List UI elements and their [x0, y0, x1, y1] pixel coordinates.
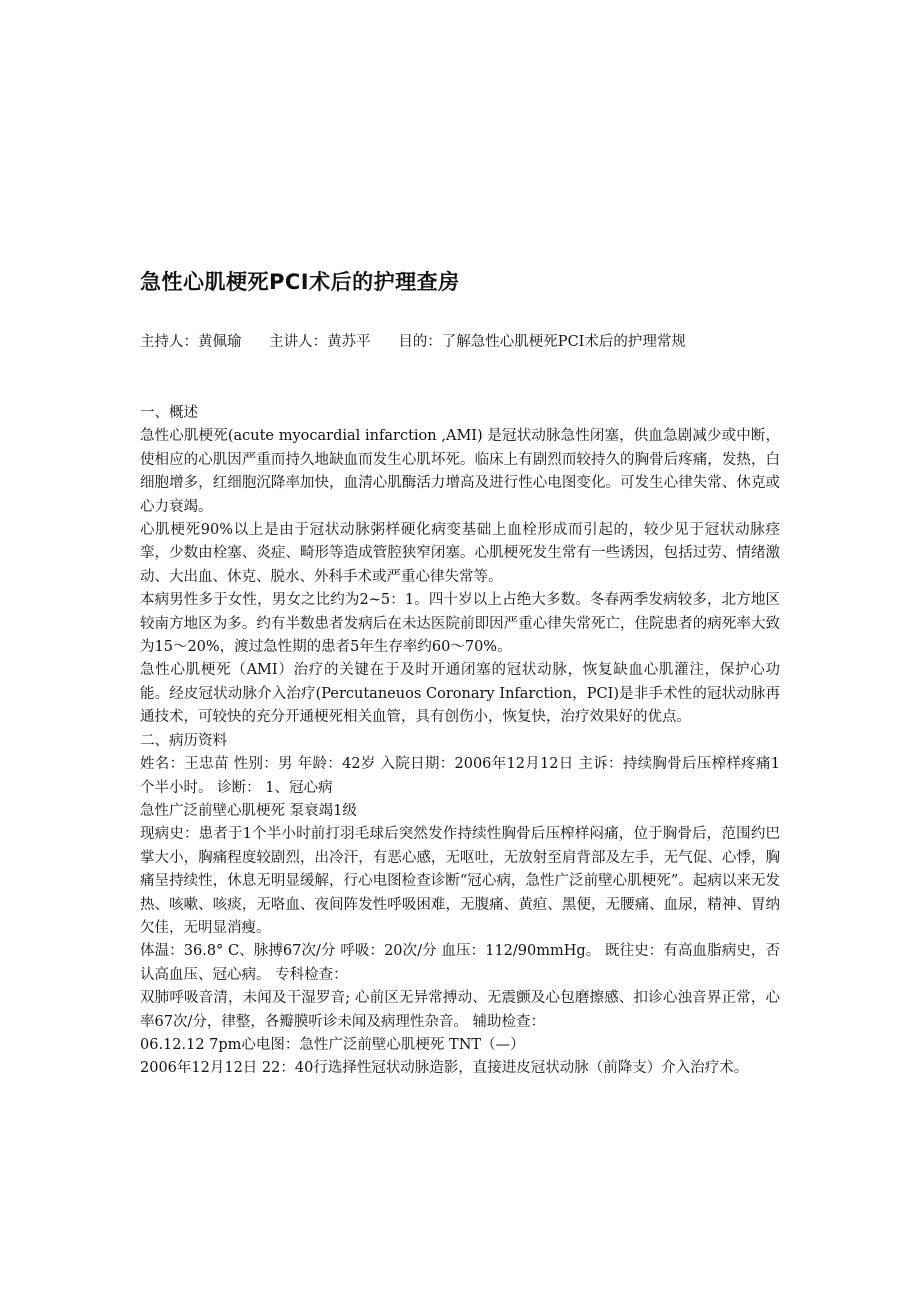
- paragraph-vitals: 体温：36.8° C、脉搏67次/分 呼吸：20次/分 血压：112/90mmHg。 既往史：有高血脂病史，否认高血压、冠心病。 专科检查：: [140, 943, 780, 983]
- section-heading-overview: 一、概述: [140, 405, 198, 421]
- paragraph-etiology: 心肌梗死90%以上是由于冠状动脉粥样硬化病变基础上血栓形成而引起的，较少见于冠状动脉痉挛，少数由栓塞、炎症、畸形等造成管腔狭窄闭塞。心肌梗死发生常有一些诱因，包括过劳、情绪激动、大出血、休克、脱水、外科手术或严重心律失常等。: [140, 522, 780, 585]
- paragraph-epidemiology: 本病男性多于女性，男女之比约为2~5：1。四十岁以上占绝大多数。冬春两季发病较多，北方地区较南方地区为多。约有半数患者发病后在未达医院前即因严重心律失常死亡，住院患者的病死率大致为15～20%，渡过急性期的患者5年生存率约60～70%。: [140, 592, 780, 656]
- section-heading-case: 二、病历资料: [140, 732, 227, 749]
- paragraph-diagnosis: 急性广泛前壁心肌梗死 泵衰竭1级: [140, 802, 357, 819]
- host-info-line: [140, 330, 686, 351]
- document-title: 急性心肌梗死PCI术后的护理查房: [140, 270, 460, 294]
- paragraph-exam: 双肺呼吸音清，未闻及干湿罗音; 心前区无异常搏动、无震颤及心包磨擦感、扣诊心浊音界正常，心率67次/分，律整，各瓣膜听诊未闻及病理性杂音。 辅助检查：: [140, 990, 780, 1030]
- paragraph-patient-info: 姓名：王忠苗 性别：男 年龄：42岁 入院日期：2006年12月12日 主诉：持续胸骨后压榨样疼痛1个半小时。 诊断： 1、冠心病: [140, 756, 780, 796]
- paragraph-present-history: 现病史：患者于1个半小时前打羽毛球后突然发作持续性胸骨后压榨样闷痛，位于胸骨后，范围约巴掌大小，胸痛程度较剧烈，出冷汗，有恶心感，无呕吐，无放射至肩背部及左手，无气促、心悸，胸痛呈持续性，休息无明显缓解，行心电图检查诊断“冠心病，急性广泛前壁心肌梗死”。起病以来无发热、咳嗽、咳痰，无咯血、夜间阵发性呼吸困难，无腹痛、黄疸、黑便，无腰痛、血尿，精神、胃纳欠佳，无明显消瘦。: [140, 826, 780, 936]
- paragraph-treatment: 急性心肌梗死（AMI）治疗的关键在于及时开通闭塞的冠状动脉，恢复缺血心肌灌注，保护心功能。经皮冠状动脉介入治疗(Percutaneuos Coronary Infarction，PCI)是非手术性的冠状动脉再通技术，可较快的充分开通梗死相关血管，具有创伤小，恢复快，治疗效果好的优点。: [140, 662, 780, 726]
- host-label: 主持人：黄佩瑜: [140, 334, 242, 350]
- document-body: [140, 402, 780, 1081]
- purpose-label: 目的：了解急性心肌梗死PCI术后的护理常规: [398, 334, 686, 350]
- paragraph-ecg: 06.12.12 7pm心电图：急性广泛前壁心肌梗死 TNT（—）: [140, 1036, 525, 1053]
- paragraph-procedure: 2006年12月12日 22：40行选择性冠状动脉造影，直接进皮冠状动脉（前降支）介入治疗术。: [140, 1060, 749, 1077]
- speaker-label: 主讲人：黄苏平: [269, 334, 371, 350]
- paragraph-definition: 急性心肌梗死(acute myocardial infarction ,AMI) 是冠状动脉急性闭塞，供血急剧减少或中断，使相应的心肌因严重而持久地缺血而发生心肌坏死。临床上有剧烈而较持久的胸骨后疼痛，发热，白细胞增多，红细胞沉降率加快，血清心肌酶活力增高及进行性心电图变化。可发生心律失常、休克或心力衰竭。: [140, 428, 780, 515]
